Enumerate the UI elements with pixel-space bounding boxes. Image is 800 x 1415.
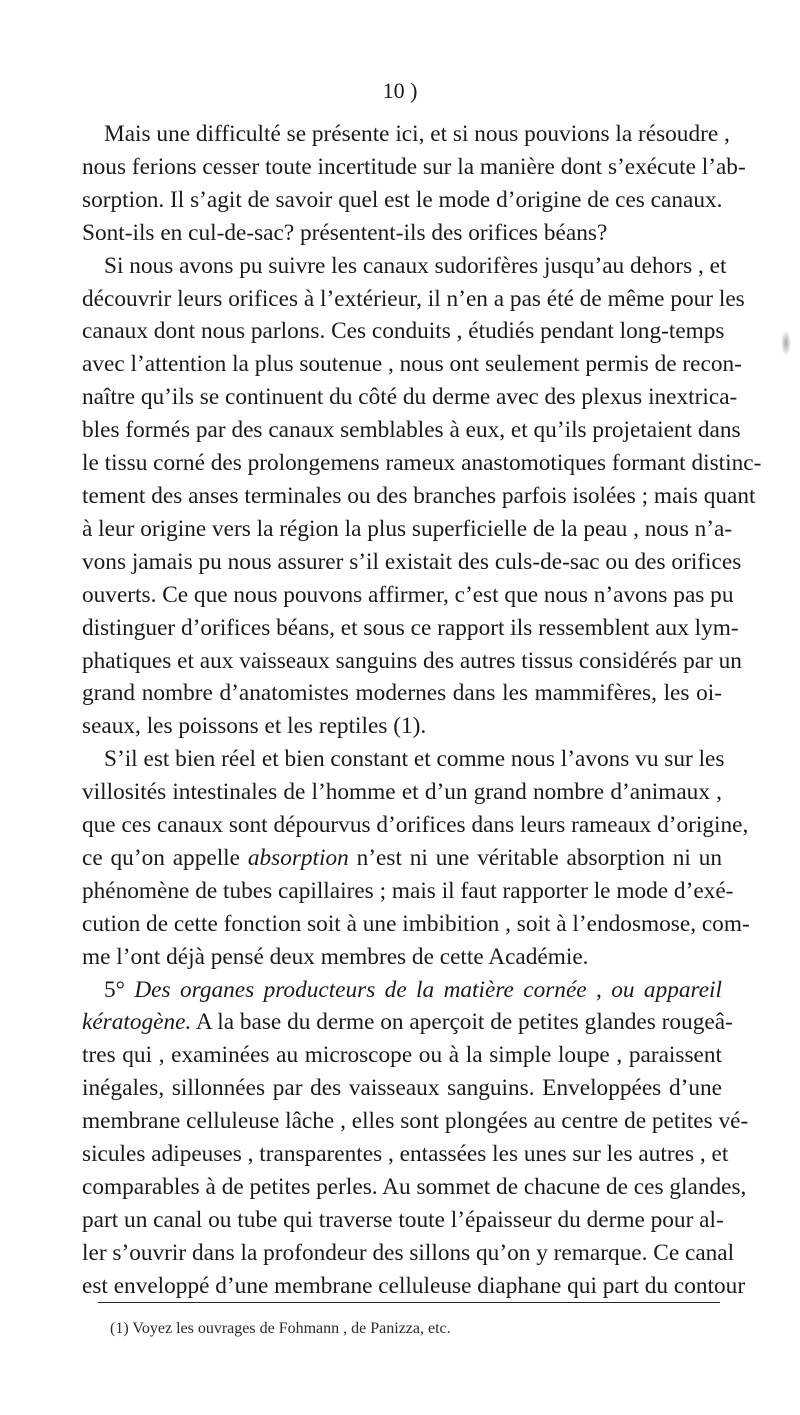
page-number: 10 ) [382,78,418,103]
text-line: le tissu corné des prolongemens rameux anastomotiques formant distinc- [82,450,762,477]
text-line: naître qu’ils se continuent du côté du derme avec des plexus inextrica- [82,384,738,411]
text-line: inégales, sillonnées par des vaisseaux sanguins. Enveloppées d’une [82,1075,722,1102]
section-number: 5° [104,976,125,1003]
footnote: (1) Voyez les ouvrages de Fohmann , de Panizza, etc. [110,1320,451,1337]
ink-blot [781,330,791,356]
text-line: Sont-ils en cul-de-sac? présentent-ils des orifices béans? [82,219,608,246]
paragraph-1 [82,118,746,250]
text-line: S’il est bien réel et bien constant et comme nous l’avons vu sur les [104,746,725,773]
body-text [82,118,762,1303]
text-line: distinguer d’orifices béans, et sous ce rapport ils ressemblent aux lym- [82,614,739,641]
text-line: bles formés par des canaux semblables à eux, et qu’ils projetaient dans [82,417,741,444]
text-line: à leur origine vers la région la plus superficielle de la peau , nous n’a- [82,515,733,542]
text-line: phatiques et aux vaisseaux sanguins des autres tissus considérés par un [82,647,742,674]
text-line: ler s’ouvrir dans la profondeur des sillons qu’on y remarque. Ce canal [82,1239,735,1266]
text-line: part un canal ou tube qui traverse toute l’épaisseur du derme pour al- [82,1206,724,1233]
text-line: me l’ont déjà pensé deux membres de cette Académie. [82,943,589,970]
text-line: membrane celluleuse lâche , elles sont plongées au centre de petites vé- [82,1108,749,1135]
text-line: découvrir leurs orifices à l’extérieur, il n’en a pas été de même pour les [82,285,745,312]
text-line-with-italic [82,1006,733,1039]
section-title: Des organes producteurs de la matière cornée , ou appareil [134,976,722,1003]
text-line: Mais une difficulté se présente ici, et si nous pouvions la résoudre , [104,121,730,147]
text-line-with-italic [82,842,722,875]
text-line: que ces canaux sont dépourvus d’orifices dans leurs rameaux d’origine, [82,812,749,839]
section-heading [82,974,722,1007]
text-line: tement des anses terminales ou des branches parfois isolées ; mais quant [82,482,756,509]
text-line: vons jamais pu nous assurer s’il existait des culs-de-sac ou des orifices [82,548,742,575]
text-line: avec l’attention la plus soutenue , nous ont seulement permis de recon- [82,351,742,378]
text-line: ouverts. Ce que nous pouvons affirmer, c’est que nous n’avons pas pu [82,581,734,608]
text-fragment: ce qu’on appelle [82,844,240,871]
text-line: tres qui , examinées au microscope ou à la simple loupe , paraissent [82,1042,722,1069]
paragraph-4 [82,974,749,1303]
text-line: est enveloppé d’une membrane celluleuse diaphane qui part du contour [82,1272,746,1299]
text-line: comparables à de petites perles. Au sommet de chacune de ces glandes, [82,1174,747,1200]
text-line: seaux, les poissons et les reptiles (1). [82,713,427,740]
text-fragment: A la base du derme on aperçoit de petites glandes rougeâ- [195,1009,733,1036]
text-line: nous ferions cesser toute incertitude sur la manière dont s’exécute l’ab- [82,153,746,180]
text-line: Si nous avons pu suivre les canaux sudorifères jusqu’au dehors , et [104,252,727,279]
section-title-end: kératogène. [82,1009,192,1036]
text-line: phénomène de tubes capillaires ; mais il faut rapporter le mode d’exé- [82,877,734,904]
text-line: sicules adipeuses , transparentes , entassées les unes sur les autres , et [82,1141,729,1168]
text-line: grand nombre d’anatomistes modernes dans les mammifères, les oi- [82,680,722,707]
paragraph-2 [82,250,762,744]
italic-term: absorption [247,844,349,871]
text-fragment: n’est ni une véritable absorption ni un [356,844,722,871]
text-line: canaux dont nous parlons. Ces conduits , étudiés pendant long-temps [82,318,725,345]
text-line: sorption. Il s’agit de savoir quel est le mode d’origine de ces canaux. [82,186,723,213]
text-line: villosités intestinales de l’homme et d’un grand nombre d’animaux , [82,779,722,806]
text-line: cution de cette fonction soit à une imbibition , soit à l’endosmose, com- [82,910,750,937]
paragraph-3 [82,743,750,973]
footnote-divider [98,1302,720,1303]
